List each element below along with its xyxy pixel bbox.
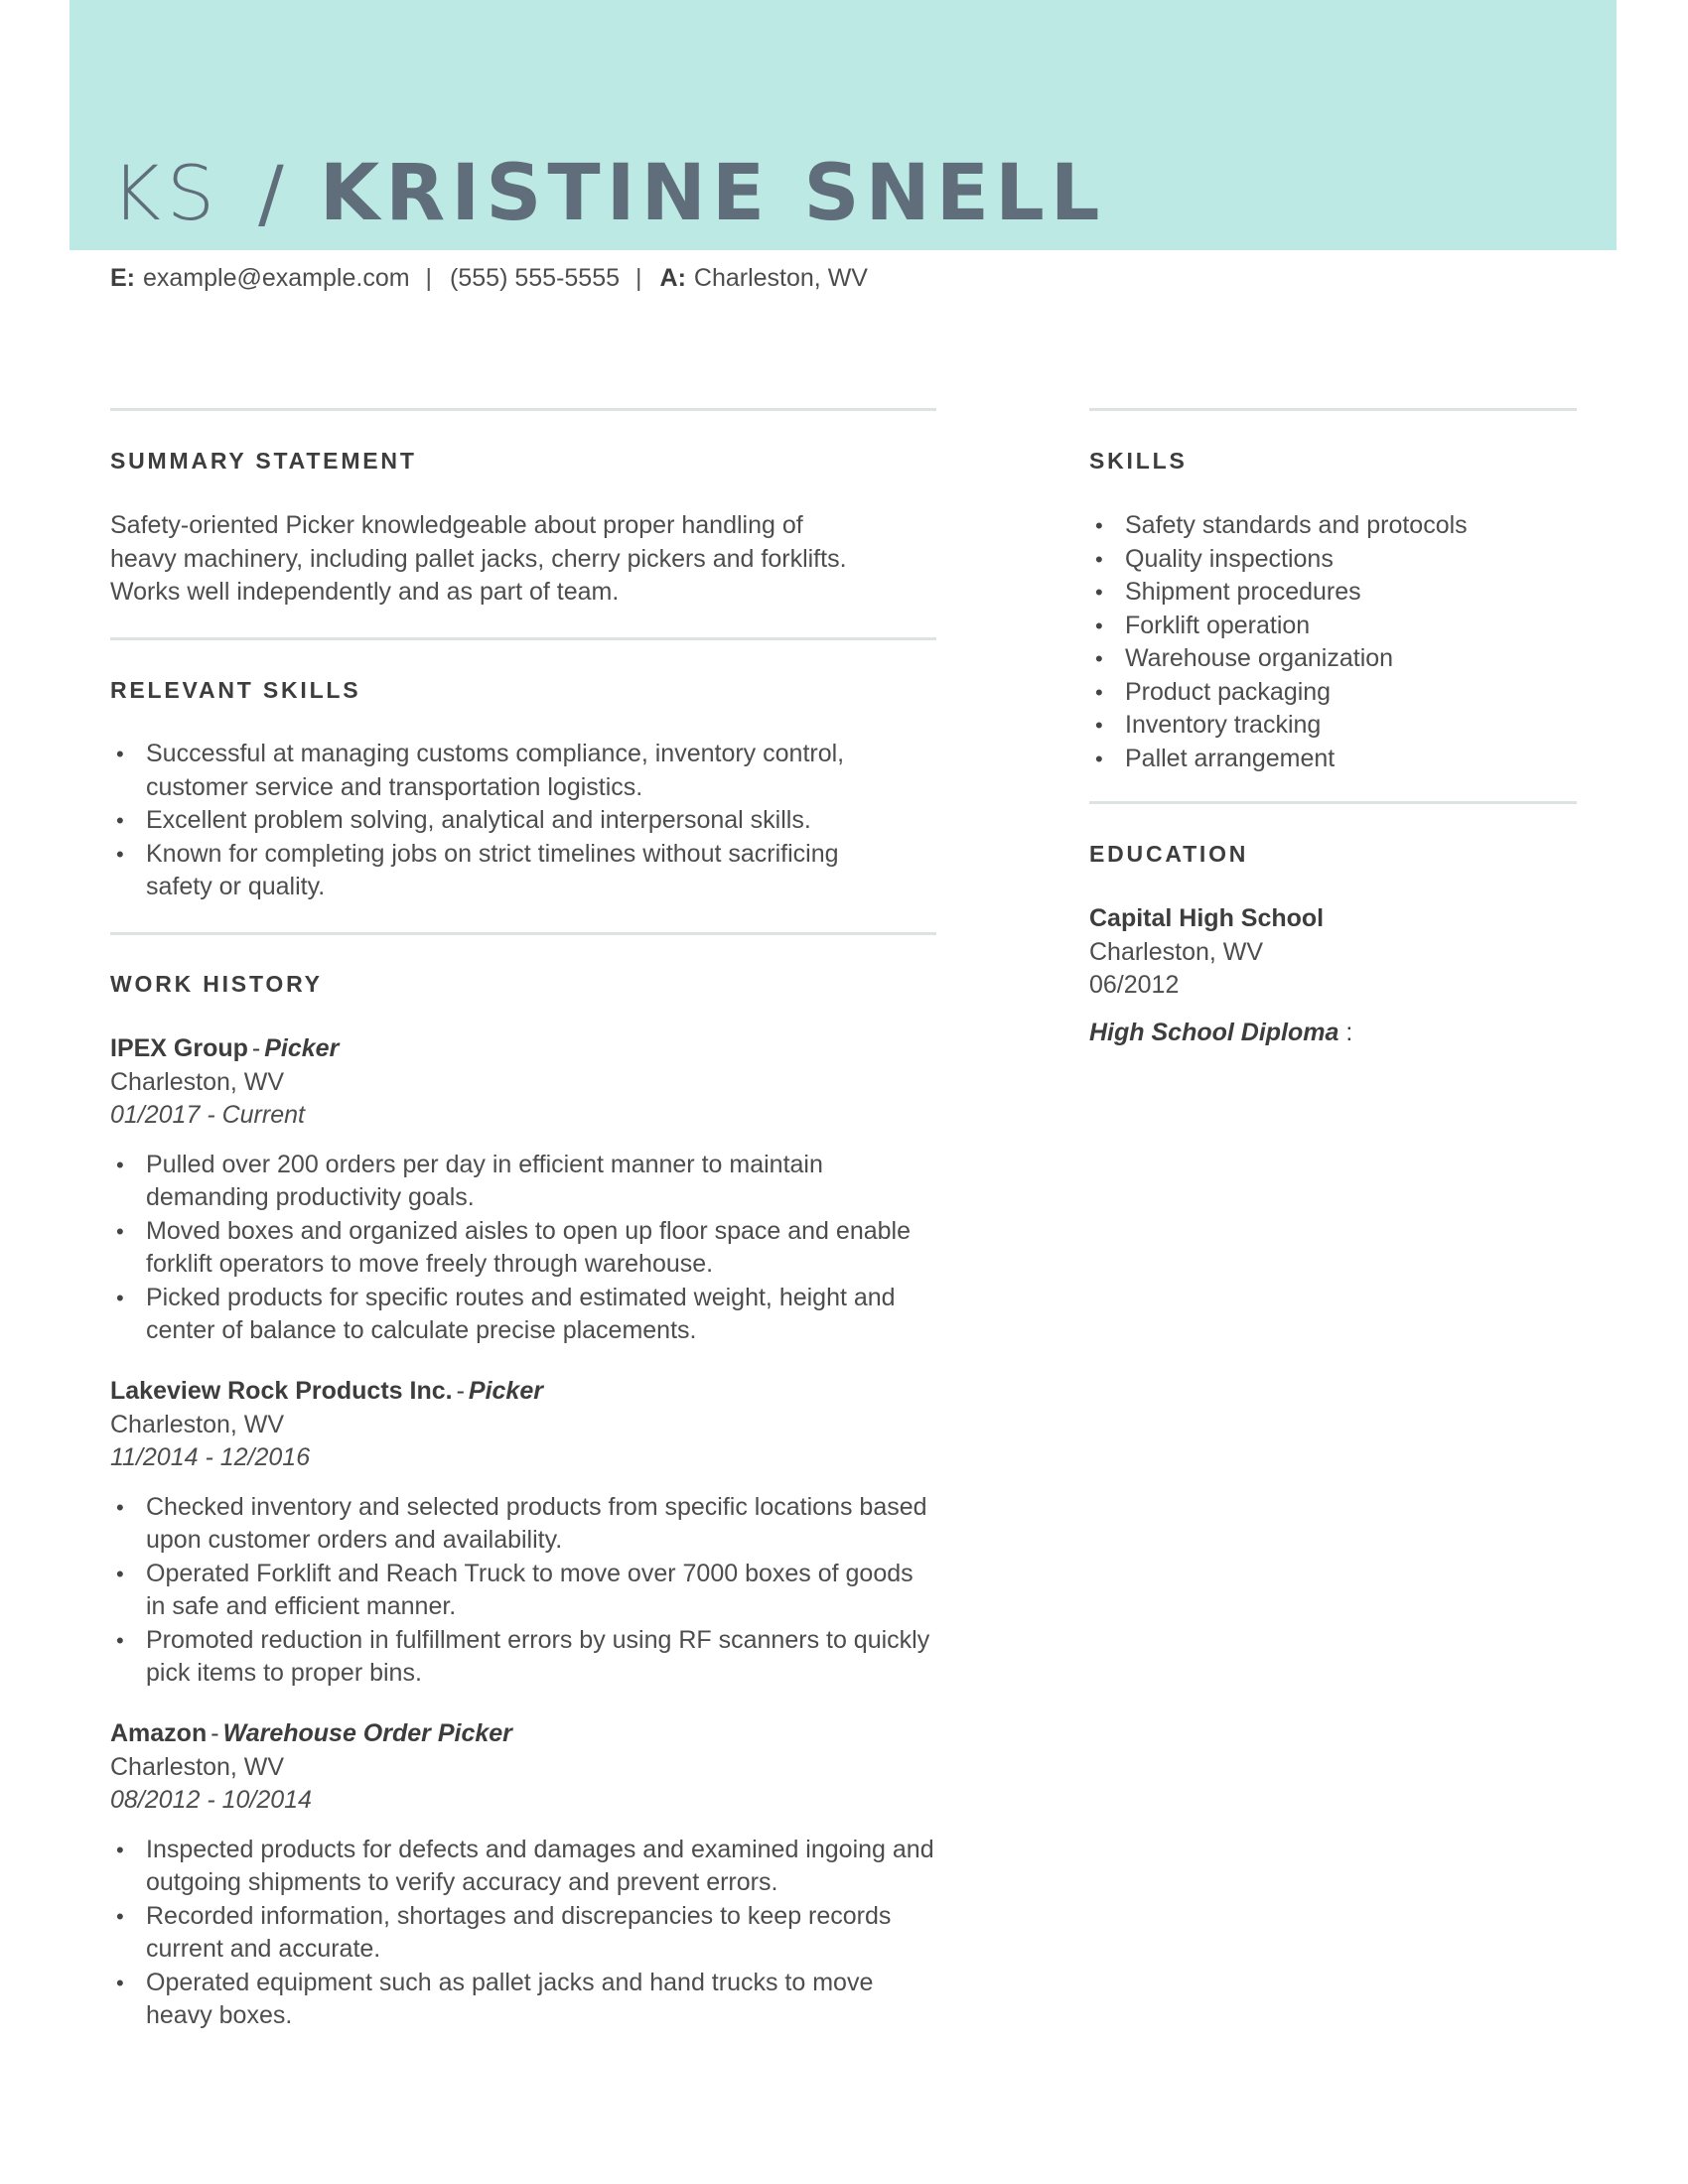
summary-text bbox=[110, 509, 936, 610]
summary-line: heavy machinery, including pallet jacks, cherry pickers and forklifts. bbox=[110, 544, 847, 573]
email-label: E: bbox=[110, 264, 135, 292]
section-divider bbox=[1089, 801, 1577, 804]
list-item: • Product packaging bbox=[1089, 676, 1577, 710]
relevant-skills-heading: RELEVANT SKILLS bbox=[110, 677, 361, 703]
job-dates: 01/2017 - Current bbox=[110, 1101, 305, 1129]
list-item: • Promoted reduction in fulfillment errors by using RF scanners to quickly pick items to proper bins. bbox=[110, 1624, 936, 1691]
company-name: Amazon bbox=[110, 1719, 208, 1747]
list-item: • Inspected products for defects and damages and examined ingoing and outgoing shipments to verify accuracy and prevent errors. bbox=[110, 1834, 936, 1900]
job-dates: 11/2014 - 12/2016 bbox=[110, 1443, 311, 1471]
list-item: • Successful at managing customs compliance, inventory control, customer service and transportation logistics. bbox=[110, 738, 905, 804]
skills-heading: SKILLS bbox=[1089, 448, 1188, 474]
job-title bbox=[110, 1032, 936, 1066]
address-value: Charleston, WV bbox=[693, 264, 868, 292]
job-entry bbox=[110, 1717, 936, 2033]
name-slash: / bbox=[258, 149, 284, 237]
list-item: • Recorded information, shortages and discrepancies to keep records current and accurate. bbox=[110, 1900, 936, 1967]
list-item: • Safety standards and protocols bbox=[1089, 509, 1577, 543]
job-title bbox=[110, 1375, 936, 1409]
list-item: • Picked products for specific routes and estimated weight, height and center of balance to calculate precise placements. bbox=[110, 1282, 936, 1348]
job-bullets bbox=[110, 1834, 936, 2033]
list-item: • Pulled over 200 orders per day in efficient manner to maintain demanding productivity goals. bbox=[110, 1149, 936, 1215]
job-location: Charleston, WV bbox=[110, 1067, 285, 1096]
education-entry bbox=[1089, 902, 1577, 1049]
company-name: Lakeview Rock Products Inc. bbox=[110, 1377, 453, 1405]
work-history-heading: WORK HISTORY bbox=[110, 971, 323, 997]
job-role: Picker bbox=[264, 1034, 340, 1062]
job-entry bbox=[110, 1375, 936, 1691]
list-item: • Forklift operation bbox=[1089, 610, 1577, 643]
school-location: Charleston, WV bbox=[1089, 937, 1264, 966]
list-item: • Excellent problem solving, analytical and interpersonal skills. bbox=[110, 804, 905, 838]
section-divider bbox=[110, 637, 936, 640]
title-dash: - bbox=[251, 1034, 261, 1062]
list-item: • Inventory tracking bbox=[1089, 709, 1577, 743]
job-role: Picker bbox=[468, 1377, 543, 1405]
skills-list bbox=[1089, 509, 1577, 775]
title-dash: - bbox=[211, 1719, 219, 1747]
section-divider bbox=[110, 932, 936, 935]
company-name: IPEX Group bbox=[110, 1034, 248, 1062]
list-item: • Shipment procedures bbox=[1089, 576, 1577, 610]
contact-separator: | bbox=[425, 264, 433, 292]
initials: KS bbox=[111, 149, 221, 237]
contact-line bbox=[110, 264, 868, 293]
job-bullets bbox=[110, 1491, 936, 1691]
summary-line: Works well independently and as part of team. bbox=[110, 578, 620, 606]
job-entry bbox=[110, 1032, 936, 1348]
list-item: • Operated equipment such as pallet jacks and hand trucks to move heavy boxes. bbox=[110, 1967, 936, 2033]
section-divider bbox=[110, 408, 936, 411]
degree-suffix: : bbox=[1338, 1018, 1353, 1046]
name-header bbox=[111, 149, 1106, 238]
degree-name: High School Diploma bbox=[1089, 1018, 1339, 1046]
list-item: • Known for completing jobs on strict timelines without sacrificing safety or quality. bbox=[110, 838, 905, 904]
job-location: Charleston, WV bbox=[110, 1752, 285, 1781]
phone-value: (555) 555-5555 bbox=[450, 264, 621, 292]
email-value: example@example.com bbox=[143, 264, 410, 292]
education-heading: EDUCATION bbox=[1089, 841, 1249, 867]
list-item: • Pallet arrangement bbox=[1089, 743, 1577, 776]
list-item: • Checked inventory and selected products from specific locations based upon customer orders and availability. bbox=[110, 1491, 936, 1558]
address-label: A: bbox=[659, 264, 686, 292]
relevant-skills-list bbox=[110, 738, 905, 904]
full-name: KRISTINE SNELL bbox=[319, 149, 1106, 238]
graduation-date: 06/2012 bbox=[1089, 971, 1180, 999]
job-role: Warehouse Order Picker bbox=[222, 1719, 512, 1747]
summary-heading: SUMMARY STATEMENT bbox=[110, 448, 417, 474]
list-item: • Operated Forklift and Reach Truck to move over 7000 boxes of goods in safe and efficient manner. bbox=[110, 1558, 936, 1624]
list-item: • Warehouse organization bbox=[1089, 642, 1577, 676]
job-bullets bbox=[110, 1149, 936, 1348]
job-location: Charleston, WV bbox=[110, 1410, 285, 1438]
job-dates: 08/2012 - 10/2014 bbox=[110, 1786, 312, 1814]
summary-line: Safety-oriented Picker knowledgeable about proper handling of bbox=[110, 511, 803, 539]
section-divider bbox=[1089, 408, 1577, 411]
school-name: Capital High School bbox=[1089, 904, 1325, 932]
list-item: • Moved boxes and organized aisles to open up floor space and enable forklift operators to move freely through warehouse. bbox=[110, 1215, 936, 1282]
title-dash: - bbox=[456, 1377, 465, 1405]
degree bbox=[1089, 1017, 1577, 1050]
list-item: • Quality inspections bbox=[1089, 543, 1577, 577]
job-title bbox=[110, 1717, 936, 1751]
contact-separator: | bbox=[635, 264, 642, 292]
